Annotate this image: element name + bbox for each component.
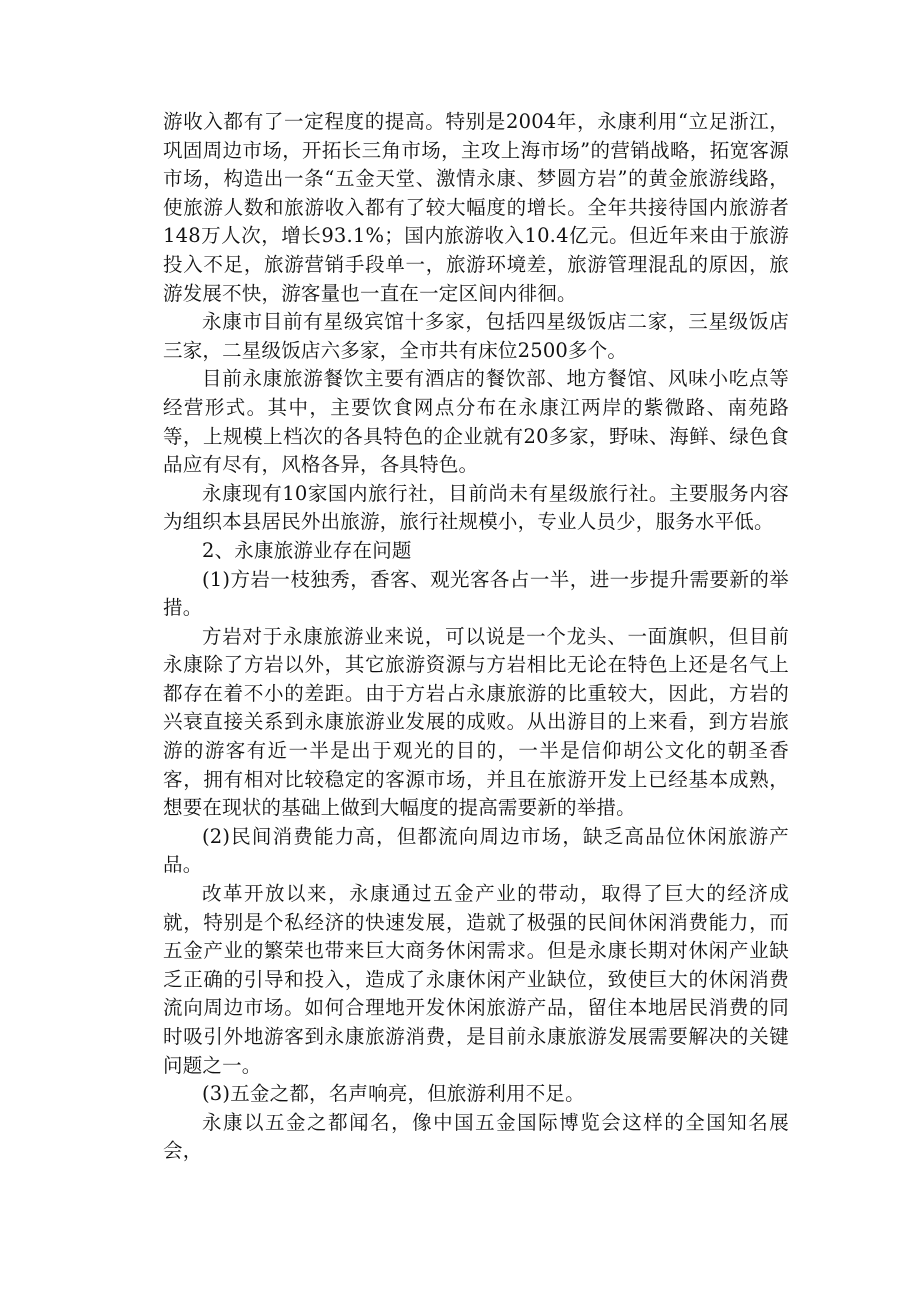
- subheading-consumption: (2)民间消费能力高，但都流向周边市场，缺乏高品位休闲旅游产品。: [163, 824, 789, 877]
- section-heading-problems: 2、永康旅游业存在问题: [202, 538, 412, 562]
- paragraph-fangyan: 方岩对于永康旅游业来说，可以说是一个龙头、一面旗帜，但目前永康除了方岩以外，其它旅游资源与方岩相比无论在特色上还是名气上都存在着不小的差距。由于方岩占永康旅游的比重较大，因此，方岩的兴衰直接关系到永康旅游业发展的成败。从出游目的上来看，到方岩旅游的游客有近一半是出于观光的目的，一半是信仰胡公文化的朝圣香客，拥有相对比较稳定的客源市场，并且在旅游开发上已经基本成熟，想要在现状的基础上做到大幅度的提高需要新的举措。: [163, 624, 789, 820]
- paragraph-travel-agencies: 永康现有10家国内旅行社，目前尚未有星级旅行社。主要服务内容为组织本县居民外出旅游，旅行社规模小，专业人员少，服务水平低。: [163, 481, 789, 534]
- paragraph-catering: 目前永康旅游餐饮主要有酒店的餐饮部、地方餐馆、风味小吃点等经营形式。其中，主要饮食网点分布在永康江两岸的紫微路、南苑路等，上规模上档次的各具特色的企业就有20多家，野味、海鲜、绿色食品应有尽有，风格各异，各具特色。: [163, 367, 789, 477]
- document-body: [163, 108, 789, 1166]
- paragraph-consumption: 改革开放以来，永康通过五金产业的带动，取得了巨大的经济成就，特别是个私经济的快速发展，造就了极强的民间休闲消费能力，而五金产业的繁荣也带来巨大商务休闲需求。但是永康长期对休闲产业缺乏正确的引导和投入，造成了永康休闲产业缺位，致使巨大的休闲消费流向周边市场。如何合理地开发休闲旅游产品，留住本地居民消费的同时吸引外地游客到永康旅游消费，是目前永康旅游发展需要解决的关键问题之一。: [163, 882, 789, 1077]
- subheading-hardware-capital: (3)五金之都，名声响亮，但旅游利用不足。: [202, 1082, 585, 1106]
- paragraph-tourism-income: 游收入都有了一定程度的提高。特别是2004年，永康利用“立足浙江，巩固周边市场，开拓长三角市场，主攻上海市场”的营销战略，拓宽客源市场，构造出一条“五金天堂、激情永康、梦圆方岩”的黄金旅游线路，使旅游人数和旅游收入都有了较大幅度的增长。全年共接待国内旅游者148万人次，增长93.1%；国内旅游收入10.4亿元。但近年来由于旅游投入不足，旅游营销手段单一，旅游环境差，旅游管理混乱的原因，旅游发展不快，游客量也一直在一定区间内徘徊。: [163, 110, 789, 305]
- paragraph-hotels: 永康市目前有星级宾馆十多家，包括四星级饭店二家，三星级饭店三家，二星级饭店六多家，全市共有床位2500多个。: [163, 310, 789, 362]
- subheading-fangyan: (1)方岩一枝独秀，香客、观光客各占一半，进一步提升需要新的举措。: [163, 567, 789, 620]
- paragraph-hardware-capital: 永康以五金之都闻名，像中国五金国际博览会这样的全国知名展会，: [163, 1110, 789, 1163]
